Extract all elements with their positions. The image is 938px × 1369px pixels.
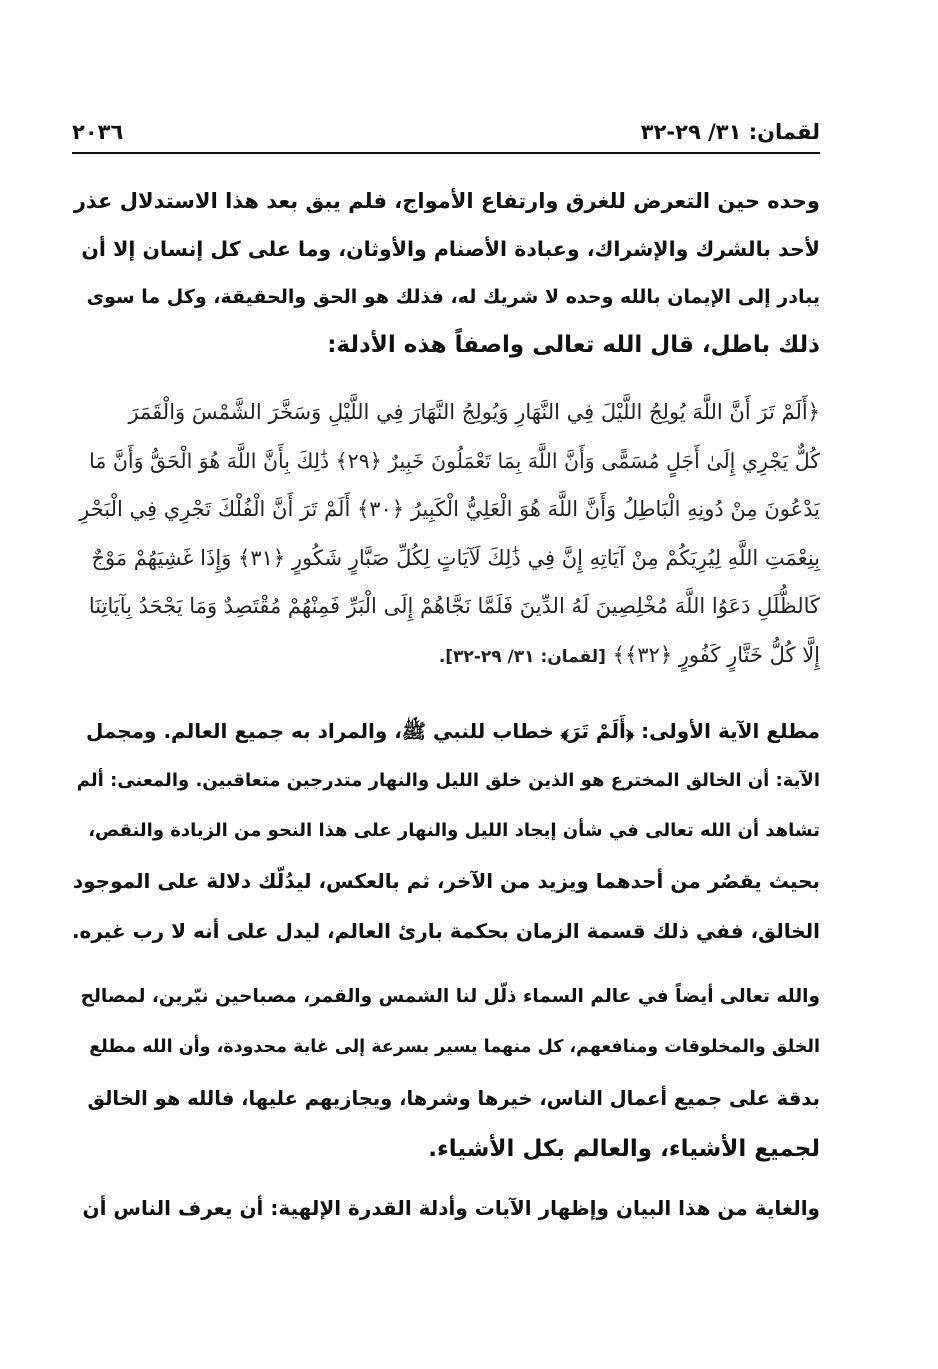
text-line: يبادر إلى الإيمان بالله وحده لا شريك له، فذلك هو الحق والحقيقة، وكل ما سوى [86,286,820,308]
verse-line: ﴿أَلَمْ تَرَ أَنَّ اللَّهَ يُولِجُ اللَّيْلَ فِي النَّهَارِ وَيُولِجُ النَّهَارَ فِي اللَّيْلِ وَسَخَّرَ الشَّمْسَ وَالْقَمَرَ [128,400,820,424]
text-line: مطلع الآية الأولى: ﴿أَلَمْ تَرَ﴾ خطاب للنبي ﷺ، والمراد به جميع العالم. ومجمل [86,719,820,743]
surah-reference: لقمان: ٣١/ ٢٩-٣٢ [640,120,820,144]
verse-line: بِنِعْمَتِ اللَّهِ لِيُرِيَكُمْ مِنْ آيَاتِهِ إِنَّ فِي ذَٰلِكَ لَآيَاتٍ لِكُلِّ صَبَّارٍ شَكُورٍ ﴿٣١﴾ وَإِذَا غَشِيَهُمْ مَوْجٌ [91,545,820,570]
verse-line: كَالظُّلَلِ دَعَوُا اللَّهَ مُخْلِصِينَ لَهُ الدِّينَ فَلَمَّا نَجَّاهُمْ إِلَى الْبَرِّ فَمِنْهُمْ مُقْتَصِدٌ وَمَا يَجْحَدُ بِآيَاتِنَا [88,594,820,619]
paragraph-4 [72,1184,820,1232]
text-line: لجميع الأشياء، والعالم بكل الأشياء. [428,1136,820,1162]
verse-text: إِلَّا كُلُّ خَتَّارٍ كَفُورٍ ﴿٣٢﴾﴾ [612,642,820,667]
text-line: بحيث يقصُر من أحدهما ويزيد من الآخر، ثم بالعكس، ليدُلّك دلالة على الموجود [72,869,820,893]
text-line: الخالق، ففي ذلك قسمة الزمان بحكمة بارئ العالم، ليدل على أنه لا رب غيره. [72,919,820,943]
verse-citation: [لقمان: ٣١/ ٢٩-٣٢]. [438,646,606,667]
paragraph-1 [72,177,820,369]
text-line: والله تعالى أيضاً في عالم السماء ذلّل لنا الشمس والقمر، مصباحين نيّرين، لمصالح [80,986,820,1007]
paragraph-3 [72,971,820,1175]
verse-line: كُلٌّ يَجْرِي إِلَىٰ أَجَلٍ مُسَمًّى وَأَنَّ اللَّهَ بِمَا تَعْمَلُونَ خَبِيرٌ ﴿٢٩﴾ ذَٰلِكَ بِأَنَّ اللَّهَ هُوَ الْحَقُّ وَأَنَّ مَا [89,448,820,473]
paragraph-2 [72,706,820,956]
text-line: الآية: أن الخالق المخترع هو الذين خلق الليل والنهار متدرجين متعاقبين. والمعنى: ألم [76,770,820,791]
running-header [72,110,820,144]
verse-line: يَدْعُونَ مِنْ دُونِهِ الْبَاطِلُ وَأَنَّ اللَّهَ هُوَ الْعَلِيُّ الْكَبِيرُ ﴿٣٠﴾ أَلَمْ تَرَ أَنَّ الْفُلْكَ تَجْرِي فِي الْبَحْرِ [79,497,820,522]
text-line: وحده حين التعرض للغرق وارتفاع الأمواج، فلم يبق بعد هذا الاستدلال عذر [73,189,820,213]
text-line: لأحد بالشرك والإشراك، وعبادة الأصنام والأوثان، وما على كل إنسان إلا أن [81,237,820,261]
verse-line-last [72,631,820,682]
header-divider [72,152,820,154]
text-line: بدقة على جميع أعمال الناس، خيرها وشرها، ويجازيهم عليها، فالله هو الخالق [87,1087,820,1110]
page-number: ٢٠٣٦ [72,120,124,144]
quran-verses [72,388,820,682]
text-line: ذلك باطل، قال الله تعالى واصفاً هذه الأدلة: [327,332,820,358]
text-line: تشاهد أن الله تعالى في شأن إيجاد الليل والنهار على هذا النحو من الزيادة والنقص، [88,820,820,841]
text-line: والغاية من هذا البيان وإظهار الآيات وأدلة القدرة الإلهية: أن يعرف الناس أن [82,1196,820,1220]
text-line: الخلق والمخلوقات ومنافعهم، كل منهما يسير بسرعة إلى غاية محدودة، وأن الله مطلع [89,1037,820,1057]
